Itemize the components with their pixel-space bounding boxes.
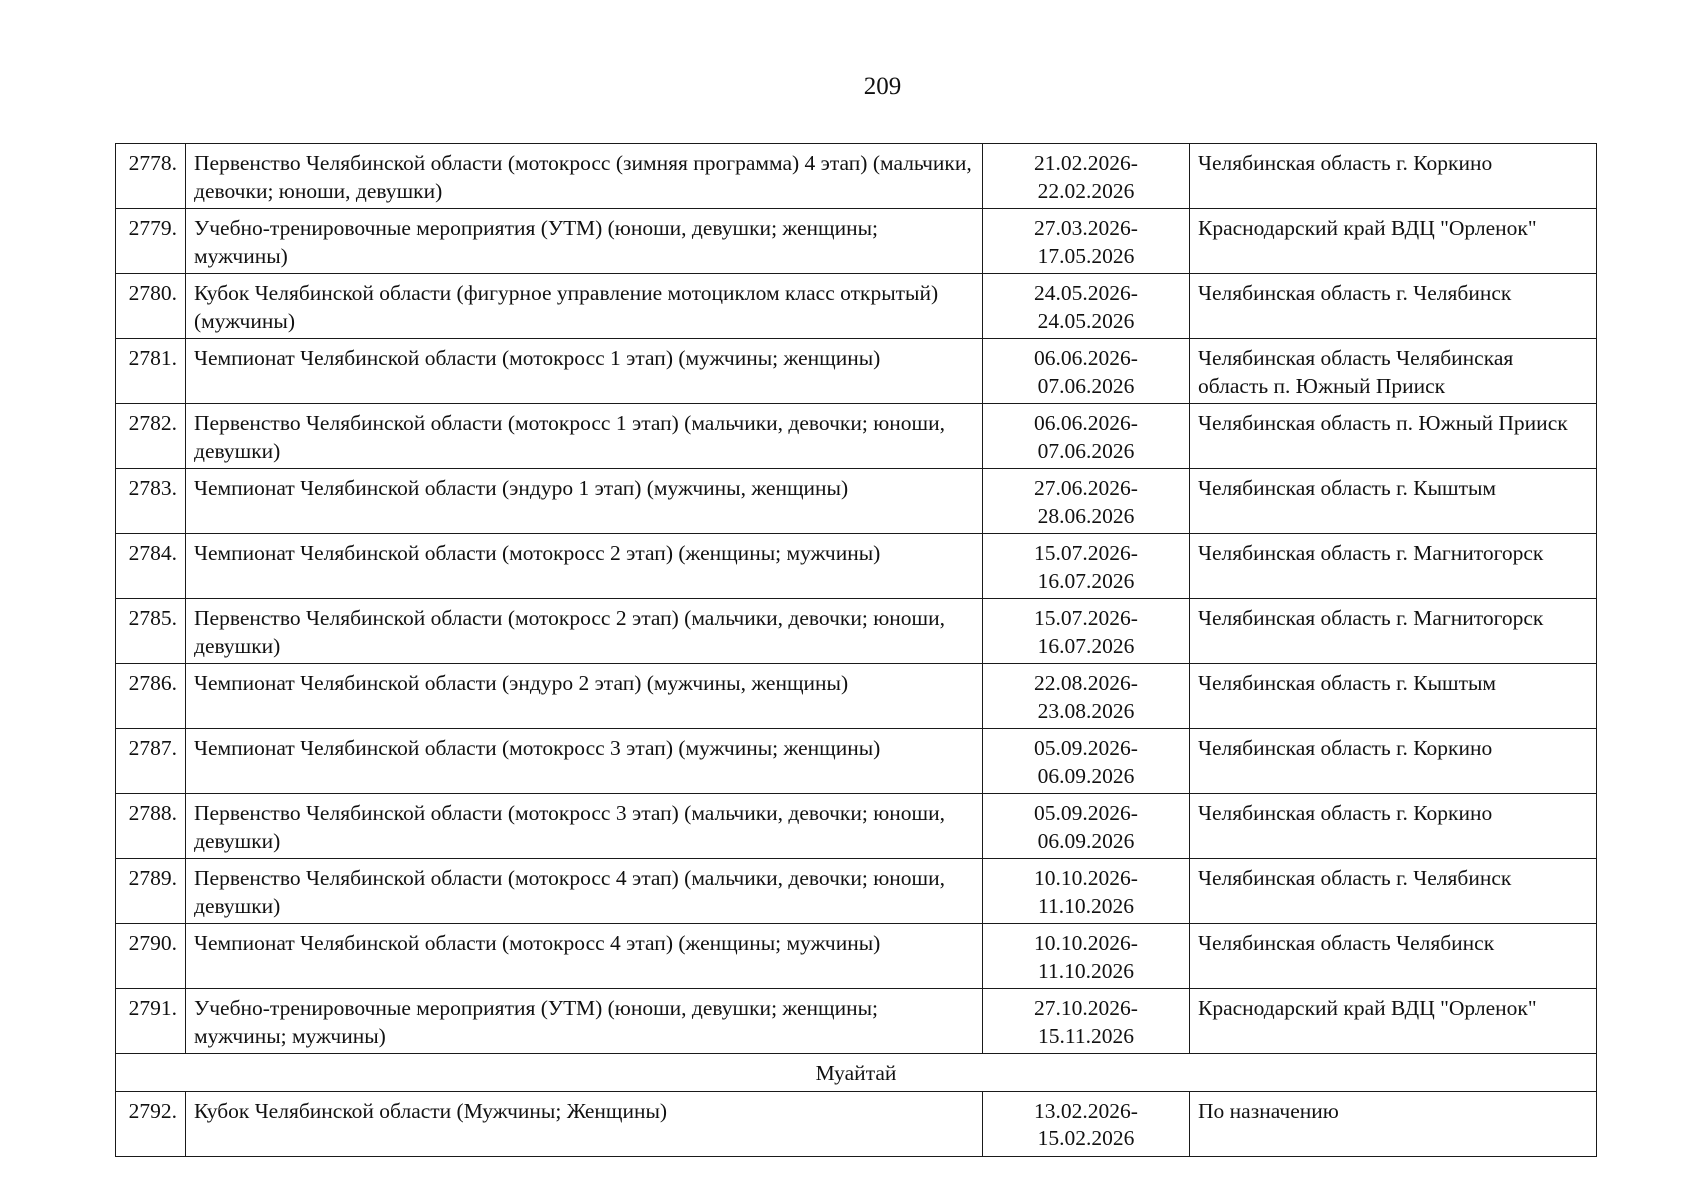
row-number: 2789. xyxy=(116,859,186,924)
event-dates xyxy=(983,1091,1190,1156)
table-row xyxy=(116,859,1597,924)
date-end: 07.06.2026 xyxy=(1037,438,1135,463)
date-start: 27.06.2026- xyxy=(1034,476,1138,500)
date-end: 06.09.2026 xyxy=(1037,763,1135,788)
table-row xyxy=(116,1091,1597,1156)
row-number: 2785. xyxy=(116,599,186,664)
events-table xyxy=(115,143,1597,1157)
event-place: Челябинская область п. Южный Прииск xyxy=(1190,404,1597,469)
event-dates xyxy=(983,729,1190,794)
event-dates xyxy=(983,209,1190,274)
table-row xyxy=(116,989,1597,1054)
event-dates xyxy=(983,664,1190,729)
event-place: Челябинская область г. Магнитогорск xyxy=(1190,599,1597,664)
table-row xyxy=(116,404,1597,469)
event-dates xyxy=(983,599,1190,664)
row-number: 2779. xyxy=(116,209,186,274)
event-place: Челябинская область г. Кыштым xyxy=(1190,664,1597,729)
event-name: Кубок Челябинской области (фигурное управление мотоциклом класс открытый) (мужчины) xyxy=(186,274,983,339)
date-start: 13.02.2026- xyxy=(1034,1098,1138,1123)
event-dates xyxy=(983,794,1190,859)
event-name: Чемпионат Челябинской области (мотокросс 1 этап) (мужчины; женщины) xyxy=(186,339,983,404)
date-end: 17.05.2026 xyxy=(1037,243,1135,268)
section-body xyxy=(116,1054,1597,1092)
date-start: 10.10.2026- xyxy=(1034,866,1138,890)
date-start: 21.02.2026- xyxy=(1034,151,1138,175)
table-row xyxy=(116,599,1597,664)
event-place: Челябинская область г. Челябинск xyxy=(1190,274,1597,339)
page-number: 209 xyxy=(863,73,902,100)
event-place: Краснодарский край ВДЦ "Орленок" xyxy=(1190,989,1597,1054)
date-start: 05.09.2026- xyxy=(1034,801,1138,825)
table-row xyxy=(116,469,1597,534)
table-row xyxy=(116,729,1597,794)
date-start: 27.03.2026- xyxy=(1034,216,1138,240)
date-end: 28.06.2026 xyxy=(1037,503,1135,528)
event-place: Челябинская область г. Кыштым xyxy=(1190,469,1597,534)
event-name: Первенство Челябинской области (мотокросс 1 этап) (мальчики, девочки; юноши, девушки) xyxy=(186,404,983,469)
section-events-body xyxy=(116,1091,1597,1156)
event-dates xyxy=(983,404,1190,469)
date-end: 06.09.2026 xyxy=(1037,828,1135,853)
event-name: Учебно-тренировочные мероприятия (УТМ) (юноши, девушки; женщины; мужчины; мужчины) xyxy=(186,989,983,1054)
table-row xyxy=(116,274,1597,339)
event-name: Первенство Челябинской области (мотокросс (зимняя программа) 4 этап) (мальчики, девочки; юноши, девушки) xyxy=(186,144,983,209)
date-end: 15.02.2026 xyxy=(1037,1126,1135,1150)
table-row xyxy=(116,534,1597,599)
event-name: Первенство Челябинской области (мотокросс 2 этап) (мальчики, девочки; юноши, девушки) xyxy=(186,599,983,664)
event-name: Кубок Челябинской области (Мужчины; Женщины) xyxy=(186,1091,983,1156)
row-number: 2783. xyxy=(116,469,186,534)
event-dates xyxy=(983,274,1190,339)
date-start: 15.07.2026- xyxy=(1034,541,1138,565)
row-number: 2782. xyxy=(116,404,186,469)
date-start: 05.09.2026- xyxy=(1034,736,1138,760)
date-start: 27.10.2026- xyxy=(1034,996,1138,1020)
date-start: 10.10.2026- xyxy=(1034,931,1138,955)
event-name: Первенство Челябинской области (мотокросс 4 этап) (мальчики, девочки; юноши, девушки) xyxy=(186,859,983,924)
section-header-row xyxy=(116,1054,1597,1092)
date-end: 15.11.2026 xyxy=(1038,1023,1134,1048)
row-number: 2790. xyxy=(116,924,186,989)
event-name: Чемпионат Челябинской области (мотокросс 3 этап) (мужчины; женщины) xyxy=(186,729,983,794)
row-number: 2787. xyxy=(116,729,186,794)
date-end: 23.08.2026 xyxy=(1037,698,1135,723)
section-title: Муайтай xyxy=(116,1054,1597,1092)
date-start: 22.08.2026- xyxy=(1034,671,1138,695)
row-number: 2792. xyxy=(116,1091,186,1156)
row-number: 2784. xyxy=(116,534,186,599)
row-number: 2786. xyxy=(116,664,186,729)
event-place: Челябинская область Челябинская область п. Южный Прииск xyxy=(1190,339,1597,404)
table-row xyxy=(116,664,1597,729)
event-place: Краснодарский край ВДЦ "Орленок" xyxy=(1190,209,1597,274)
events-table-body xyxy=(116,144,1597,1054)
event-place: Челябинская область г. Челябинск xyxy=(1190,859,1597,924)
row-number: 2781. xyxy=(116,339,186,404)
event-name: Первенство Челябинской области (мотокросс 3 этап) (мальчики, девочки; юноши, девушки) xyxy=(186,794,983,859)
date-end: 16.07.2026 xyxy=(1037,633,1135,658)
table-row xyxy=(116,339,1597,404)
event-name: Чемпионат Челябинской области (мотокросс 2 этап) (женщины; мужчины) xyxy=(186,534,983,599)
event-place: Челябинская область г. Коркино xyxy=(1190,144,1597,209)
event-dates xyxy=(983,339,1190,404)
row-number: 2780. xyxy=(116,274,186,339)
event-dates xyxy=(983,469,1190,534)
date-end: 11.10.2026 xyxy=(1038,893,1134,918)
table-row xyxy=(116,794,1597,859)
event-place: По назначению xyxy=(1190,1091,1597,1156)
event-place: Челябинская область г. Коркино xyxy=(1190,729,1597,794)
date-start: 06.06.2026- xyxy=(1034,346,1138,370)
event-dates xyxy=(983,924,1190,989)
date-end: 22.02.2026 xyxy=(1037,178,1135,203)
date-end: 11.10.2026 xyxy=(1038,958,1134,983)
date-start: 15.07.2026- xyxy=(1034,606,1138,630)
event-place: Челябинская область Челябинск xyxy=(1190,924,1597,989)
event-name: Чемпионат Челябинской области (мотокросс 4 этап) (женщины; мужчины) xyxy=(186,924,983,989)
row-number: 2778. xyxy=(116,144,186,209)
event-dates xyxy=(983,534,1190,599)
event-dates xyxy=(983,859,1190,924)
row-number: 2788. xyxy=(116,794,186,859)
date-end: 16.07.2026 xyxy=(1037,568,1135,593)
date-end: 07.06.2026 xyxy=(1037,373,1135,398)
event-place: Челябинская область г. Коркино xyxy=(1190,794,1597,859)
event-place: Челябинская область г. Магнитогорск xyxy=(1190,534,1597,599)
event-name: Чемпионат Челябинской области (эндуро 2 этап) (мужчины, женщины) xyxy=(186,664,983,729)
table-row xyxy=(116,144,1597,209)
event-name: Чемпионат Челябинской области (эндуро 1 этап) (мужчины, женщины) xyxy=(186,469,983,534)
row-number: 2791. xyxy=(116,989,186,1054)
event-dates xyxy=(983,144,1190,209)
table-row xyxy=(116,924,1597,989)
event-dates xyxy=(983,989,1190,1054)
date-start: 06.06.2026- xyxy=(1034,411,1138,435)
date-end: 24.05.2026 xyxy=(1037,308,1135,333)
event-name: Учебно-тренировочные мероприятия (УТМ) (юноши, девушки; женщины; мужчины) xyxy=(186,209,983,274)
date-start: 24.05.2026- xyxy=(1034,281,1138,305)
table-row xyxy=(116,209,1597,274)
